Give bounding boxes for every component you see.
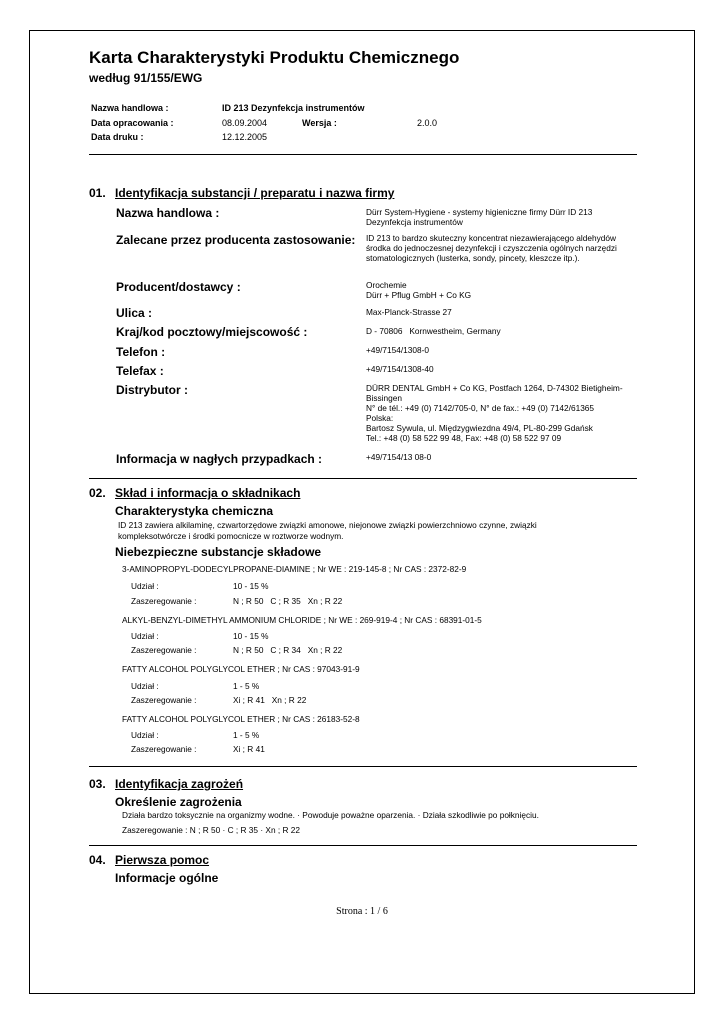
class-value: Xi ; R 41 Xn ; R 22: [233, 695, 307, 705]
s1-label: Informacja w nagłych przypadkach :: [116, 452, 323, 466]
document-subtitle: według 91/155/EWG: [89, 71, 203, 85]
section-4-number: 04.: [89, 853, 106, 867]
chem-char-title: Charakterystyka chemiczna: [115, 504, 274, 518]
s1-value: ID 213 to bardzo skuteczny koncentrat niezawierającego aldehydów środka do jednoczesnej dezynfekcji i czyszczenia ogólnych narzędzi stomatologicznych (lusterka, sondy, pincety, kleszcze itp.).: [366, 233, 617, 263]
s1-label: Ulica :: [116, 306, 153, 320]
substance-name: FATTY ALCOHOL POLYGLYCOL ETHER ; Nr CAS : 26183-52-8: [122, 714, 360, 724]
substance-name: ALKYL-BENZYL-DIMETHYL AMMONIUM CHLORIDE ; Nr WE : 269-919-4 ; Nr CAS : 68391-01-5: [122, 615, 482, 625]
hazard-text: Działa bardzo toksycznie na organizmy wodne. · Powoduje poważne oparzenia. · Działa szkodliwie po połknięciu.: [122, 810, 539, 820]
s1-value: +49/7154/1308-0: [366, 345, 429, 355]
section-3-title: Identyfikacja zagrożeń: [115, 777, 244, 791]
s1-value: +49/7154/13 08-0: [366, 452, 432, 462]
section-1-number: 01.: [89, 186, 106, 200]
prepared-value: 08.09.2004: [222, 118, 268, 128]
trade-name-value: ID 213 Dezynfekcja instrumentów: [222, 103, 365, 113]
trade-name-label: Nazwa handlowa :: [91, 103, 169, 113]
share-value: 10 - 15 %: [233, 581, 269, 591]
share-label: Udział :: [131, 581, 159, 591]
class-value: N ; R 50 C ; R 34 Xn ; R 22: [233, 645, 343, 655]
section-3-number: 03.: [89, 777, 106, 791]
chem-char-text: ID 213 zawiera alkilaminę, czwartorzędowe związki amonowe, niejonowe związki powierzchniowo czynne, związki kompleksotwórcze i środki pomocnicze w roztworze wodnym.: [118, 520, 537, 541]
divider: [89, 478, 637, 479]
s1-value: Dürr System-Hygiene - systemy higieniczne firmy Dürr ID 213 Dezynfekcja instrumentów: [366, 207, 593, 227]
hazardous-title: Niebezpieczne substancje składowe: [115, 545, 322, 559]
substance-name: 3-AMINOPROPYL-DODECYLPROPANE-DIAMINE ; Nr WE : 219-145-8 ; Nr CAS : 2372-82-9: [122, 564, 467, 574]
version-label: Wersja :: [302, 118, 337, 128]
s1-label: Telefon :: [116, 345, 166, 359]
s1-label: Distrybutor :: [116, 383, 188, 397]
section-2-title: Skład i informacja o składnikach: [115, 486, 301, 500]
s1-label: Nazwa handlowa :: [116, 206, 220, 220]
divider: [89, 766, 637, 767]
class-label: Zaszeregowanie :: [131, 695, 197, 705]
s1-label: Zalecane przez producenta zastosowanie:: [116, 233, 356, 247]
section-2-number: 02.: [89, 486, 106, 500]
s1-value: DÜRR DENTAL GmbH + Co KG, Postfach 1264, D-74302 Bietigheim-Bissingen N° de tél.: +49 (0) 7142/705-0, N° de fax.: +49 (0) 7142/61365 Polska: Bartosz Sywula, ul. Międzygwiezdna 49/4, PL-80-299 Gdańsk Tel.: +48 (0) 58 522 99 48, Fax: +48 (0) 58 522 97 09: [366, 383, 623, 443]
first-aid-sub-title: Informacje ogólne: [115, 871, 219, 885]
class-label: Zaszeregowanie :: [131, 596, 197, 606]
section-1-title: Identyfikacja substancji / preparatu i nazwa firmy: [115, 186, 395, 200]
share-value: 1 - 5 %: [233, 730, 260, 740]
s1-label: Telefax :: [116, 364, 164, 378]
divider: [89, 845, 637, 846]
share-value: 10 - 15 %: [233, 631, 269, 641]
substance-name: FATTY ALCOHOL POLYGLYCOL ETHER ; Nr CAS : 97043-91-9: [122, 664, 360, 674]
share-label: Udział :: [131, 631, 159, 641]
s1-value: D - 70806 Kornwestheim, Germany: [366, 326, 501, 336]
page-number: Strona : 1 / 6: [336, 906, 388, 917]
class-value: Xi ; R 41: [233, 744, 265, 754]
class-label: Zaszeregowanie :: [131, 744, 197, 754]
share-label: Udział :: [131, 681, 159, 691]
print-date-label: Data druku :: [91, 132, 144, 142]
share-label: Udział :: [131, 730, 159, 740]
hazard-classification: Zaszeregowanie : N ; R 50 · C ; R 35 · Xn ; R 22: [122, 825, 300, 835]
s1-value: Orochemie Dürr + Pflug GmbH + Co KG: [366, 280, 472, 300]
hazard-sub-title: Określenie zagrożenia: [115, 795, 242, 809]
document-title: Karta Charakterystyki Produktu Chemicznego: [89, 48, 460, 67]
prepared-label: Data opracowania :: [91, 118, 174, 128]
version-value: 2.0.0: [417, 118, 438, 128]
s1-label: Producent/dostawcy :: [116, 280, 241, 294]
share-value: 1 - 5 %: [233, 681, 260, 691]
divider: [89, 154, 637, 155]
class-label: Zaszeregowanie :: [131, 645, 197, 655]
s1-label: Kraj/kod pocztowy/miejscowość :: [116, 325, 308, 339]
class-value: N ; R 50 C ; R 35 Xn ; R 22: [233, 596, 343, 606]
section-4-title: Pierwsza pomoc: [115, 853, 210, 867]
s1-value: Max-Planck-Strasse 27: [366, 307, 452, 317]
s1-value: +49/7154/1308-40: [366, 364, 434, 374]
print-date-value: 12.12.2005: [222, 132, 268, 142]
